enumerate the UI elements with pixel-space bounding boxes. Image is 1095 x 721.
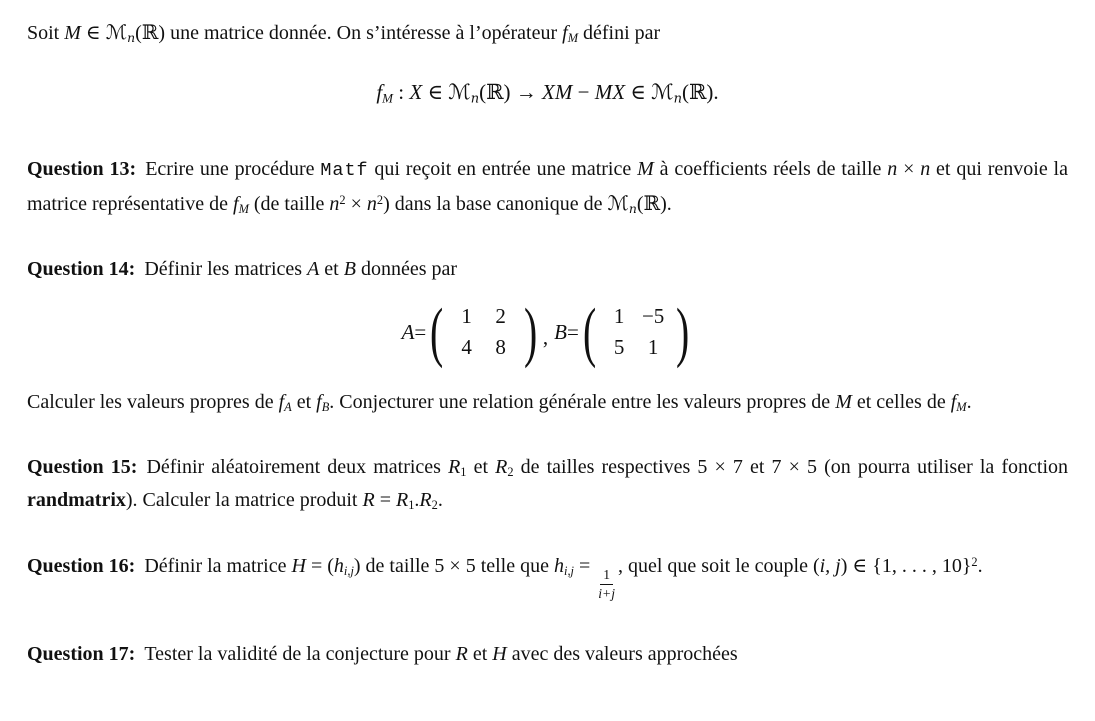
question-17 bbox=[27, 638, 1068, 671]
question-13-body: Ecrire une procédure Matf qui reçoit en entrée une matrice M à coefficients réels de taille n × n et qui renvoie la matrice représentative de $f_M$ (de taille $n^2 \times n^2$) dans la base canonique de ℳ$_n$(ℝ). bbox=[27, 158, 1068, 217]
question-14-body: Définir les matrices A et B données par bbox=[144, 258, 458, 280]
question-15 bbox=[27, 451, 1068, 517]
question-13-label: Question 13: bbox=[27, 158, 137, 180]
question-16-label: Question 16: bbox=[27, 555, 136, 577]
matrix-b-equals-sign: = bbox=[566, 319, 579, 344]
question-13 bbox=[27, 153, 1068, 221]
question-16-body: Définir la matrice $H = (h_{i,j})$ de taille 5 × 5 telle que $h_{i,j}$ = $\frac{1}{i+j}$ , quel que soit le couple (i, j) ∈ {1, . . . , 10}$^2$. bbox=[144, 554, 983, 602]
question-16 bbox=[27, 550, 1068, 603]
matrix-b: ( 1 −5 5 1 ) bbox=[582, 294, 690, 368]
matrix-definitions-formula bbox=[27, 296, 1068, 368]
matrix-a: ( 1 2 4 8 ) bbox=[430, 294, 537, 368]
question-14 bbox=[27, 253, 1068, 286]
intro-paragraph: Soit M ∈ ℳ$_n$(ℝ) une matrice donnée. On s’intéresse à l’opérateur $f_M$ défini par bbox=[27, 20, 661, 46]
matrix-a-equals-sign: = bbox=[414, 319, 427, 344]
matrix-separator-comma: , bbox=[542, 325, 549, 349]
question-17-body: Tester la validité de la conjecture pour R et H avec des valeurs approchées bbox=[144, 642, 738, 665]
question-17-label: Question 17: bbox=[27, 642, 136, 665]
matrix-a-name: A bbox=[401, 319, 415, 344]
question-14-label: Question 14: bbox=[27, 258, 136, 280]
question-15-body: Définir aléatoirement deux matrices $R_1$ et $R_2$ de tailles respectives 5 × 7 et 7 × 5 (on pourra utiliser la fonction randmatrix). Calculer la matrice produit $R = R_1.R_2$. bbox=[27, 456, 1069, 513]
question-14-followup-paragraph: Calculer les valeurs propres de $f_A$ et $f_B$. Conjecturer une relation générale entre les valeurs propres de M et celles de $f_M$. bbox=[27, 391, 972, 415]
question-15-label: Question 15: bbox=[27, 456, 138, 478]
matrix-b-name: B bbox=[554, 319, 567, 344]
operator-definition-formula: $f_M$ : X ∈ ℳ$_n$(ℝ) → XM − MX ∈ ℳ$_n$(ℝ). bbox=[376, 80, 719, 107]
